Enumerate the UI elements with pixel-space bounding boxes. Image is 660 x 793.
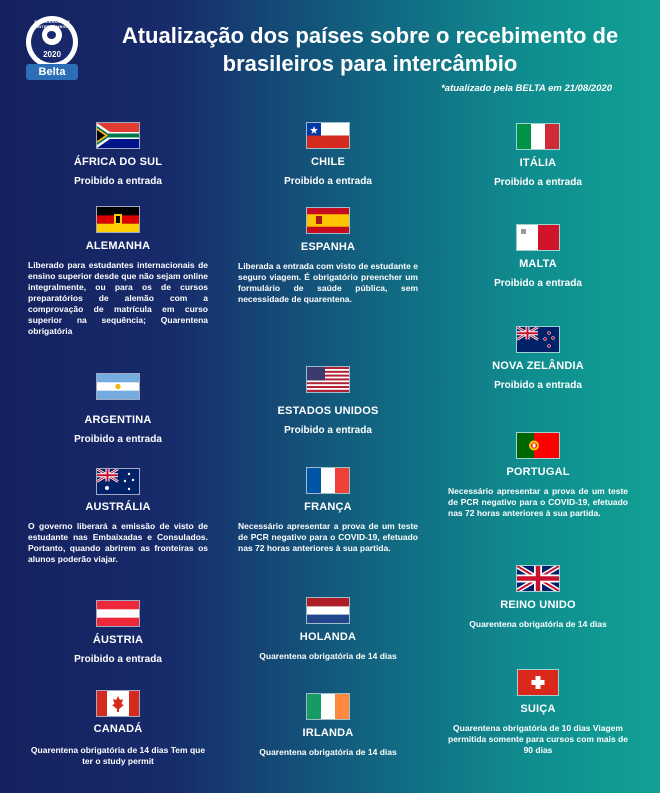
logo-brand: Belta: [26, 64, 78, 80]
germany-flag-icon: [96, 206, 140, 233]
country-name: SUIÇA: [520, 703, 556, 715]
country-status: Quarentena obrigatória de 14 dias: [259, 747, 397, 757]
country-status: Quarentena obrigatória de 14 dias Tem que ter o study permit: [30, 745, 206, 766]
malta-flag-icon: [516, 224, 560, 251]
country-name: ÁUSTRIA: [92, 634, 144, 646]
country-status: Proibido a entrada: [494, 278, 582, 289]
country-status: Proibido a entrada: [494, 380, 582, 391]
france-flag-icon: [306, 467, 350, 494]
country-name: NOVA ZELÂNDIA: [492, 360, 584, 372]
country-status: Quarentena obrigatória de 14 dias: [259, 651, 397, 661]
country-argentina: [28, 373, 208, 446]
country-chile: [238, 122, 418, 188]
logo-year: 2020: [43, 50, 61, 59]
chile-flag-icon: [306, 122, 350, 149]
country-franca: [238, 467, 418, 554]
country-nova-zelandia: [448, 326, 628, 392]
uk-flag-icon: [516, 565, 560, 592]
spain-flag-icon: [306, 207, 350, 234]
country-name: ALEMANHA: [85, 240, 151, 252]
new-zealand-flag-icon: [516, 326, 560, 353]
country-portugal: [448, 432, 628, 519]
country-name: IRLANDA: [302, 727, 354, 739]
country-status: Proibido a entrada: [494, 177, 582, 188]
australia-flag-icon: [96, 468, 140, 495]
update-note: *atualizado pela BELTA em 21/08/2020: [441, 83, 612, 94]
south-africa-flag-icon: [96, 122, 140, 149]
country-name: CANADÁ: [93, 723, 143, 735]
country-canada: [28, 690, 208, 767]
country-status: Proibido a entrada: [284, 425, 372, 436]
usa-flag-icon: [306, 366, 350, 393]
country-espanha: [238, 207, 418, 305]
country-name: AUSTRÁLIA: [85, 501, 151, 513]
belta-logo: [26, 16, 78, 68]
italy-flag-icon: [516, 123, 560, 150]
country-status: Liberado para estudantes internacionais de ensino superior desde que não sejam online integralmente, ou para os de cursos preparatórios de alemão com a comprovação de matrícula em curso superior na sequência; Quarentena obrigatória: [28, 260, 208, 336]
country-italia: [448, 123, 628, 189]
country-status: Proibido a entrada: [74, 176, 162, 187]
country-name: HOLANDA: [299, 631, 357, 643]
logo-arc-text: EXCELÊNCIA EM INTERCÂMBIO: [34, 19, 70, 29]
country-name: ESTADOS UNIDOS: [277, 405, 379, 417]
country-name: REINO UNIDO: [500, 599, 576, 611]
country-africa-do-sul: [28, 122, 208, 188]
country-name: MALTA: [519, 258, 557, 270]
country-name: ÁFRICA DO SUL: [73, 156, 163, 168]
ireland-flag-icon: [306, 693, 350, 720]
country-holanda: [238, 597, 418, 662]
country-australia: [28, 468, 208, 565]
country-name: ESPANHA: [300, 241, 356, 253]
country-name: FRANÇA: [304, 501, 352, 513]
country-status: Proibido a entrada: [284, 176, 372, 187]
country-status: Necessário apresentar a prova de um teste de PCR negativo para o COVID-19, efetuado nas 72 horas anteriores à sua partida.: [238, 521, 418, 553]
argentina-flag-icon: [96, 373, 140, 400]
page-title: Atualização dos países sobre o recebimento de brasileiros para intercâmbio: [121, 23, 619, 76]
country-status: Quarentena obrigatória de 10 dias Viagem permitida somente para cursos com mais de 90 dias: [448, 723, 628, 755]
austria-flag-icon: [96, 600, 140, 627]
country-alemanha: [28, 206, 208, 337]
country-malta: [448, 224, 628, 290]
country-status: O governo liberará a emissão de visto de estudante nas Embaixadas e Consulados. Portanto, quando abrirem as fronteiras os alunos poderão viajar.: [28, 521, 208, 564]
country-estados-unidos: [238, 366, 418, 437]
switzerland-flag-icon: [517, 669, 559, 696]
country-status: Liberada a entrada com visto de estudante e seguro viagem. É obrigatório preencher um formulário de saúde pública, sem necessidade de quarentena.: [238, 261, 418, 304]
country-austria: [28, 600, 208, 666]
country-status: Necessário apresentar a prova de um teste de PCR negativo para o COVID-19, efetuado nas 72 horas anteriores à sua partida.: [448, 486, 628, 518]
country-name: PORTUGAL: [506, 466, 570, 478]
netherlands-flag-icon: [306, 597, 350, 624]
canada-flag-icon: [96, 690, 140, 717]
country-name: CHILE: [311, 156, 345, 168]
portugal-flag-icon: [516, 432, 560, 459]
country-status: Proibido a entrada: [74, 434, 162, 445]
country-name: ITÁLIA: [519, 157, 557, 169]
country-suica: [448, 669, 628, 756]
country-name: ARGENTINA: [84, 414, 152, 426]
country-reino-unido: [448, 565, 628, 630]
country-status: Quarentena obrigatória de 14 dias: [469, 619, 607, 629]
country-status: Proibido a entrada: [74, 654, 162, 665]
country-irlanda: [238, 693, 418, 758]
